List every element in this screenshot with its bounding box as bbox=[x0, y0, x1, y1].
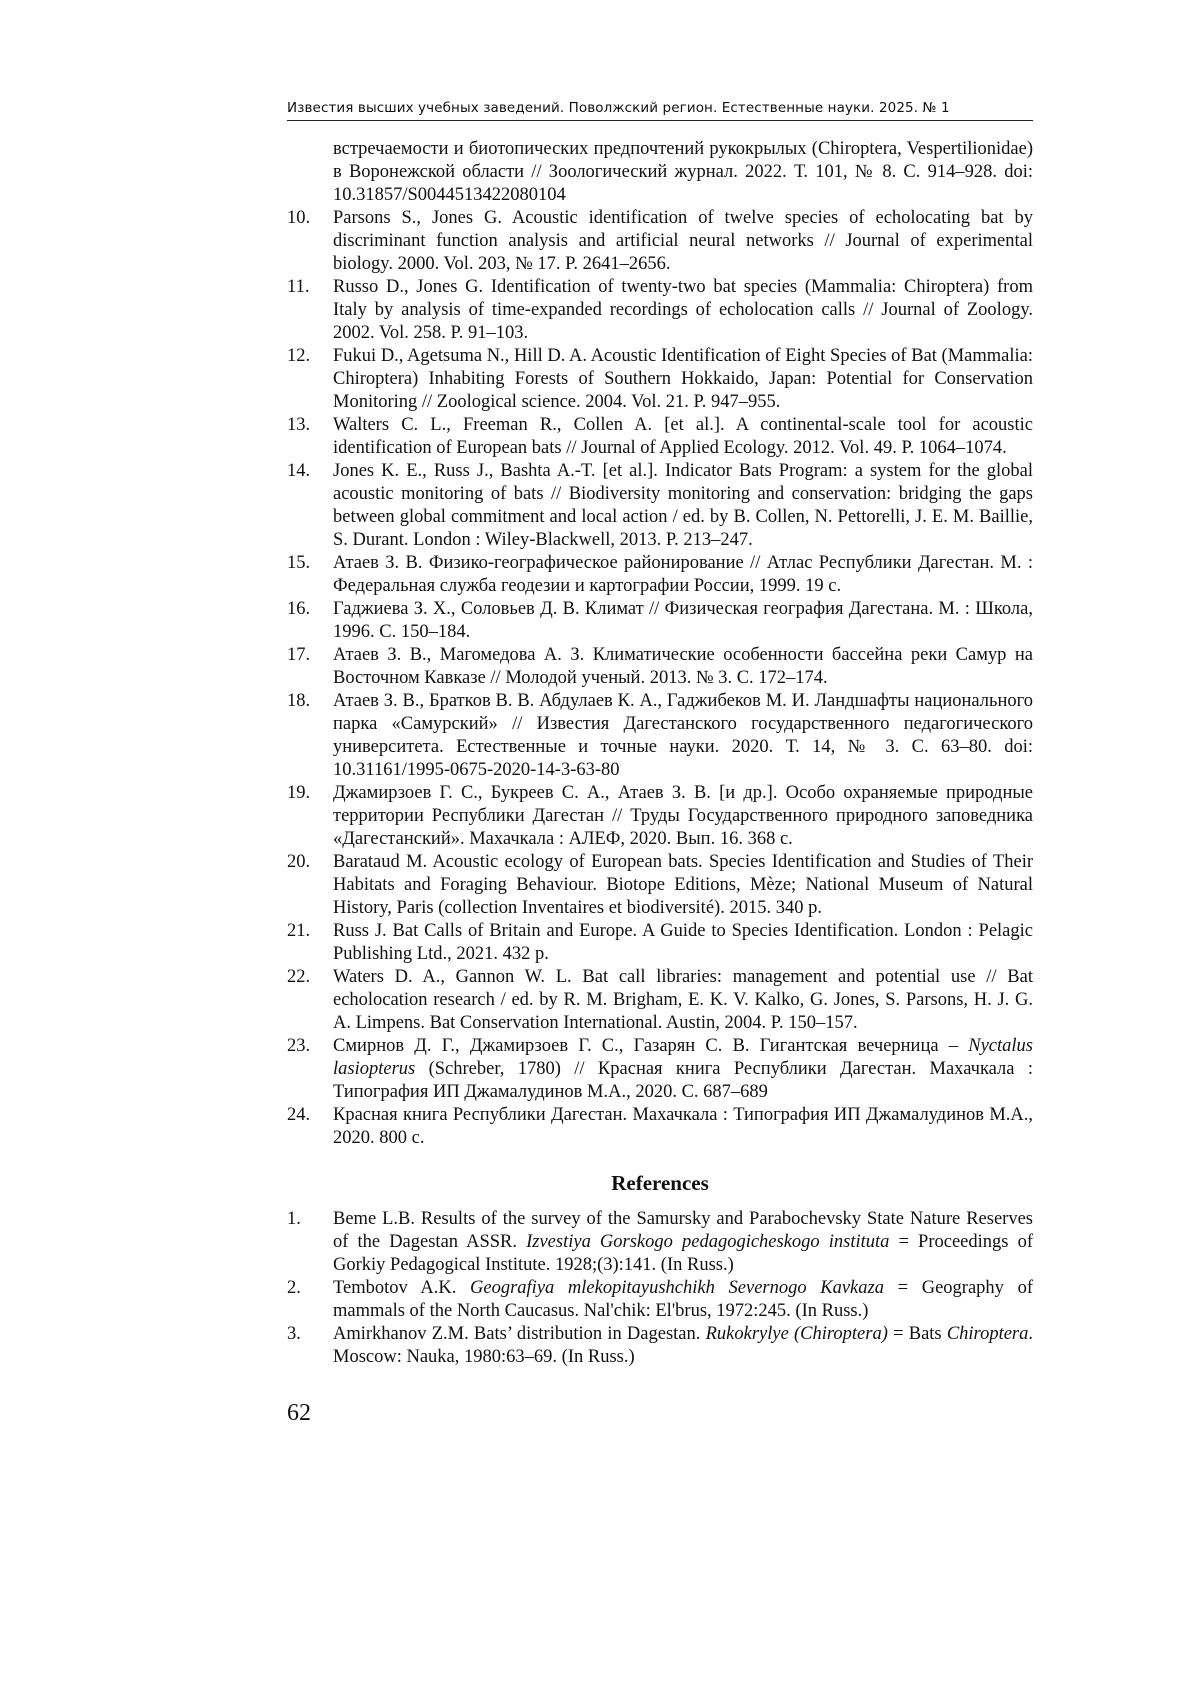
reference-text: Parsons S., Jones G. Acoustic identification of twelve species of echolocating bat by discriminant function analysis and artificial neural networks // Journal of experimental biology. 2000. Vol. 203, № 17. P. 2641–2656. bbox=[333, 207, 1033, 276]
references-heading: References bbox=[287, 1170, 1033, 1196]
reference-number: 20. bbox=[287, 851, 310, 874]
running-header: Известия высших учебных заведений. Поволжский регион. Естественные науки. 2025. № 1 bbox=[287, 100, 1033, 121]
reference-number: 10. bbox=[287, 207, 310, 230]
reference-number: 22. bbox=[287, 966, 310, 989]
species-name: Nyctalus lasiopterus bbox=[333, 1036, 1033, 1079]
reference-text: Barataud M. Acoustic ecology of European bats. Species Identification and Studies of Their Habitats and Foraging Behaviour. Biotope Editions, Mèze; National Museum of Natural History, Paris (collection Inventaires et biodiversité). 2015. 340 p. bbox=[333, 851, 1033, 920]
page-number: 62 bbox=[287, 1400, 311, 1427]
book-title: Chiroptera bbox=[947, 1324, 1029, 1344]
reference-item bbox=[287, 460, 1033, 552]
reference-text-part: Tembotov A.K. bbox=[333, 1278, 470, 1298]
book-title: Rukokrylye (Chiroptera) bbox=[706, 1324, 888, 1344]
reference-item bbox=[287, 345, 1033, 414]
reference-item-24 bbox=[287, 1104, 1033, 1150]
reference-item bbox=[287, 207, 1033, 276]
reference-number: 11. bbox=[287, 276, 309, 299]
reference-item bbox=[287, 552, 1033, 598]
reference-text: Walters C. L., Freeman R., Collen A. [et al.]. A continental-scale tool for acoustic identification of European bats // Journal of Applied Ecology. 2012. Vol. 49. P. 1064–1074. bbox=[333, 414, 1033, 460]
reference-number: 17. bbox=[287, 644, 310, 667]
reference-text: Waters D. A., Gannon W. L. Bat call libraries: management and potential use // Bat echolocation research / ed. by R. M. Brigham, E. K. V. Kalko, G. Jones, S. Parsons, H. J. G. A. Limpens. Bat Conservation International. Austin, 2004. P. 150–157. bbox=[333, 966, 1033, 1035]
reference-number: 18. bbox=[287, 690, 310, 713]
russian-reference-list bbox=[287, 207, 1033, 1035]
reference-item bbox=[287, 920, 1033, 966]
reference-text: Атаев З. В., Магомедова А. З. Климатические особенности бассейна реки Самур на Восточном Кавказе // Молодой ученый. 2013. № 3. С. 172–174. bbox=[333, 644, 1033, 690]
reference-text bbox=[333, 1277, 1033, 1323]
reference-text-part: Amirkhanov Z.M. Bats’ distribution in Dagestan. bbox=[333, 1324, 706, 1344]
reference-text: Russo D., Jones G. Identification of twenty-two bat species (Mammalia: Chiroptera) from Italy by analysis of time-expanded recordings of echolocation calls // Journal of Zoology. 2002. Vol. 258. P. 91–103. bbox=[333, 276, 1033, 345]
reference-text: Гаджиева З. Х., Соловьев Д. В. Климат // Физическая география Дагестана. М. : Школа, 1996. С. 150–184. bbox=[333, 598, 1033, 644]
journal-title: Izvestiya Gorskogo pedagogicheskogo instituta bbox=[526, 1232, 889, 1252]
reference-number: 16. bbox=[287, 598, 310, 621]
reference-number: 1. bbox=[287, 1208, 301, 1231]
reference-text: Атаев З. В., Братков В. В. Абдулаев К. А., Гаджибеков М. И. Ландшафты национального парка «Самурский» // Известия Дагестанского государственного педагогического университета. Естественные и точные науки. 2020. Т. 14, № 3. С. 63–80. doi: 10.31161/1995-0675-2020-14-3-63-80 bbox=[333, 690, 1033, 782]
reference-item-23 bbox=[287, 1035, 1033, 1104]
reference-number: 15. bbox=[287, 552, 310, 575]
reference-number: 24. bbox=[287, 1104, 310, 1127]
reference-item bbox=[287, 644, 1033, 690]
reference-text: Russ J. Bat Calls of Britain and Europe. A Guide to Species Identification. London : Pelagic Publishing Ltd., 2021. 432 p. bbox=[333, 920, 1033, 966]
reference-number: 2. bbox=[287, 1277, 301, 1300]
reference-text: Fukui D., Agetsuma N., Hill D. A. Acoustic Identification of Eight Species of Bat (Mammalia: Chiroptera) Inhabiting Forests of Southern Hokkaido, Japan: Potential for Conservation Monitoring // Zoological science. 2004. Vol. 21. P. 947–955. bbox=[333, 345, 1033, 414]
reference-number: 23. bbox=[287, 1035, 310, 1058]
reference-item bbox=[287, 276, 1033, 345]
reference-number: 13. bbox=[287, 414, 310, 437]
reference-number: 3. bbox=[287, 1323, 301, 1346]
reference-number: 12. bbox=[287, 345, 310, 368]
book-title: Geografiya mlekopitayushchikh Severnogo Kavkaza bbox=[470, 1278, 884, 1298]
reference-text-part: = Proceedings of Gorkiy Pedagogical Institute. 1928;(3):141. (In Russ.) bbox=[333, 1232, 1033, 1275]
reference-text-part: = Bats bbox=[888, 1324, 947, 1344]
reference-text-part: Beme L.B. Results of the survey of the Samursky and Parabochevsky State Nature Reserves of the Dagestan ASSR. bbox=[333, 1209, 1033, 1252]
reference-number: 19. bbox=[287, 782, 310, 805]
reference-item bbox=[287, 851, 1033, 920]
reference-list bbox=[287, 138, 1033, 1369]
reference-item bbox=[287, 598, 1033, 644]
reference-continuation bbox=[287, 138, 1033, 207]
reference-text-part: Смирнов Д. Г., Джамирзоев Г. С., Газарян С. В. Гигантская вечерница – bbox=[333, 1036, 968, 1056]
reference-text bbox=[333, 1035, 1033, 1104]
reference-text-part: (Schreber, 1780) // Красная книга Республики Дагестан. Махачкала : Типография ИП Джамалудинов М.А., 2020. С. 687–689 bbox=[333, 1059, 1033, 1102]
reference-text: Jones K. E., Russ J., Bashta A.-T. [et al.]. Indicator Bats Program: a system for the global acoustic monitoring of bats // Biodiversity monitoring and conservation: bridging the gaps between global commitment and local action / ed. by B. Collen, N. Pettorelli, J. E. M. Baillie, S. Durant. London : Wiley-Blackwell, 2013. P. 213–247. bbox=[333, 460, 1033, 552]
reference-text: Красная книга Республики Дагестан. Махачкала : Типография ИП Джамалудинов М.А., 2020. 800 с. bbox=[333, 1104, 1033, 1150]
reference-item bbox=[287, 414, 1033, 460]
reference-text-part: . Moscow: Nauka, 1980:63–69. (In Russ.) bbox=[333, 1324, 1033, 1367]
reference-text: Атаев З. В. Физико-географическое районирование // Атлас Республики Дагестан. М. : Федеральная служба геодезии и картографии России, 1999. 19 с. bbox=[333, 552, 1033, 598]
reference-item bbox=[287, 782, 1033, 851]
reference-number: 21. bbox=[287, 920, 310, 943]
reference-number: 14. bbox=[287, 460, 310, 483]
english-reference-item-2 bbox=[287, 1277, 1033, 1323]
reference-text bbox=[333, 1208, 1033, 1277]
reference-text bbox=[333, 1323, 1033, 1369]
reference-text: Джамирзоев Г. С., Букреев С. А., Атаев З. В. [и др.]. Особо охраняемые природные территории Республики Дагестан // Труды Государственного природного заповедника «Дагестанский». Махачкала : АЛЕФ, 2020. Вып. 16. 368 с. bbox=[333, 782, 1033, 851]
reference-item bbox=[287, 690, 1033, 782]
reference-item bbox=[287, 966, 1033, 1035]
reference-text-part: = Geography of mammals of the North Caucasus. Nal'chik: El'brus, 1972:245. (In Russ.) bbox=[333, 1278, 1033, 1321]
reference-text: встречаемости и биотопических предпочтений рукокрылых (Chiroptera, Vespertilionidae) в Воронежской области // Зоологический журнал. 2022. Т. 101, № 8. С. 914–928. doi: 10.31857/S0044513422080104 bbox=[333, 138, 1033, 207]
english-reference-item-1 bbox=[287, 1208, 1033, 1277]
english-reference-item-3 bbox=[287, 1323, 1033, 1369]
